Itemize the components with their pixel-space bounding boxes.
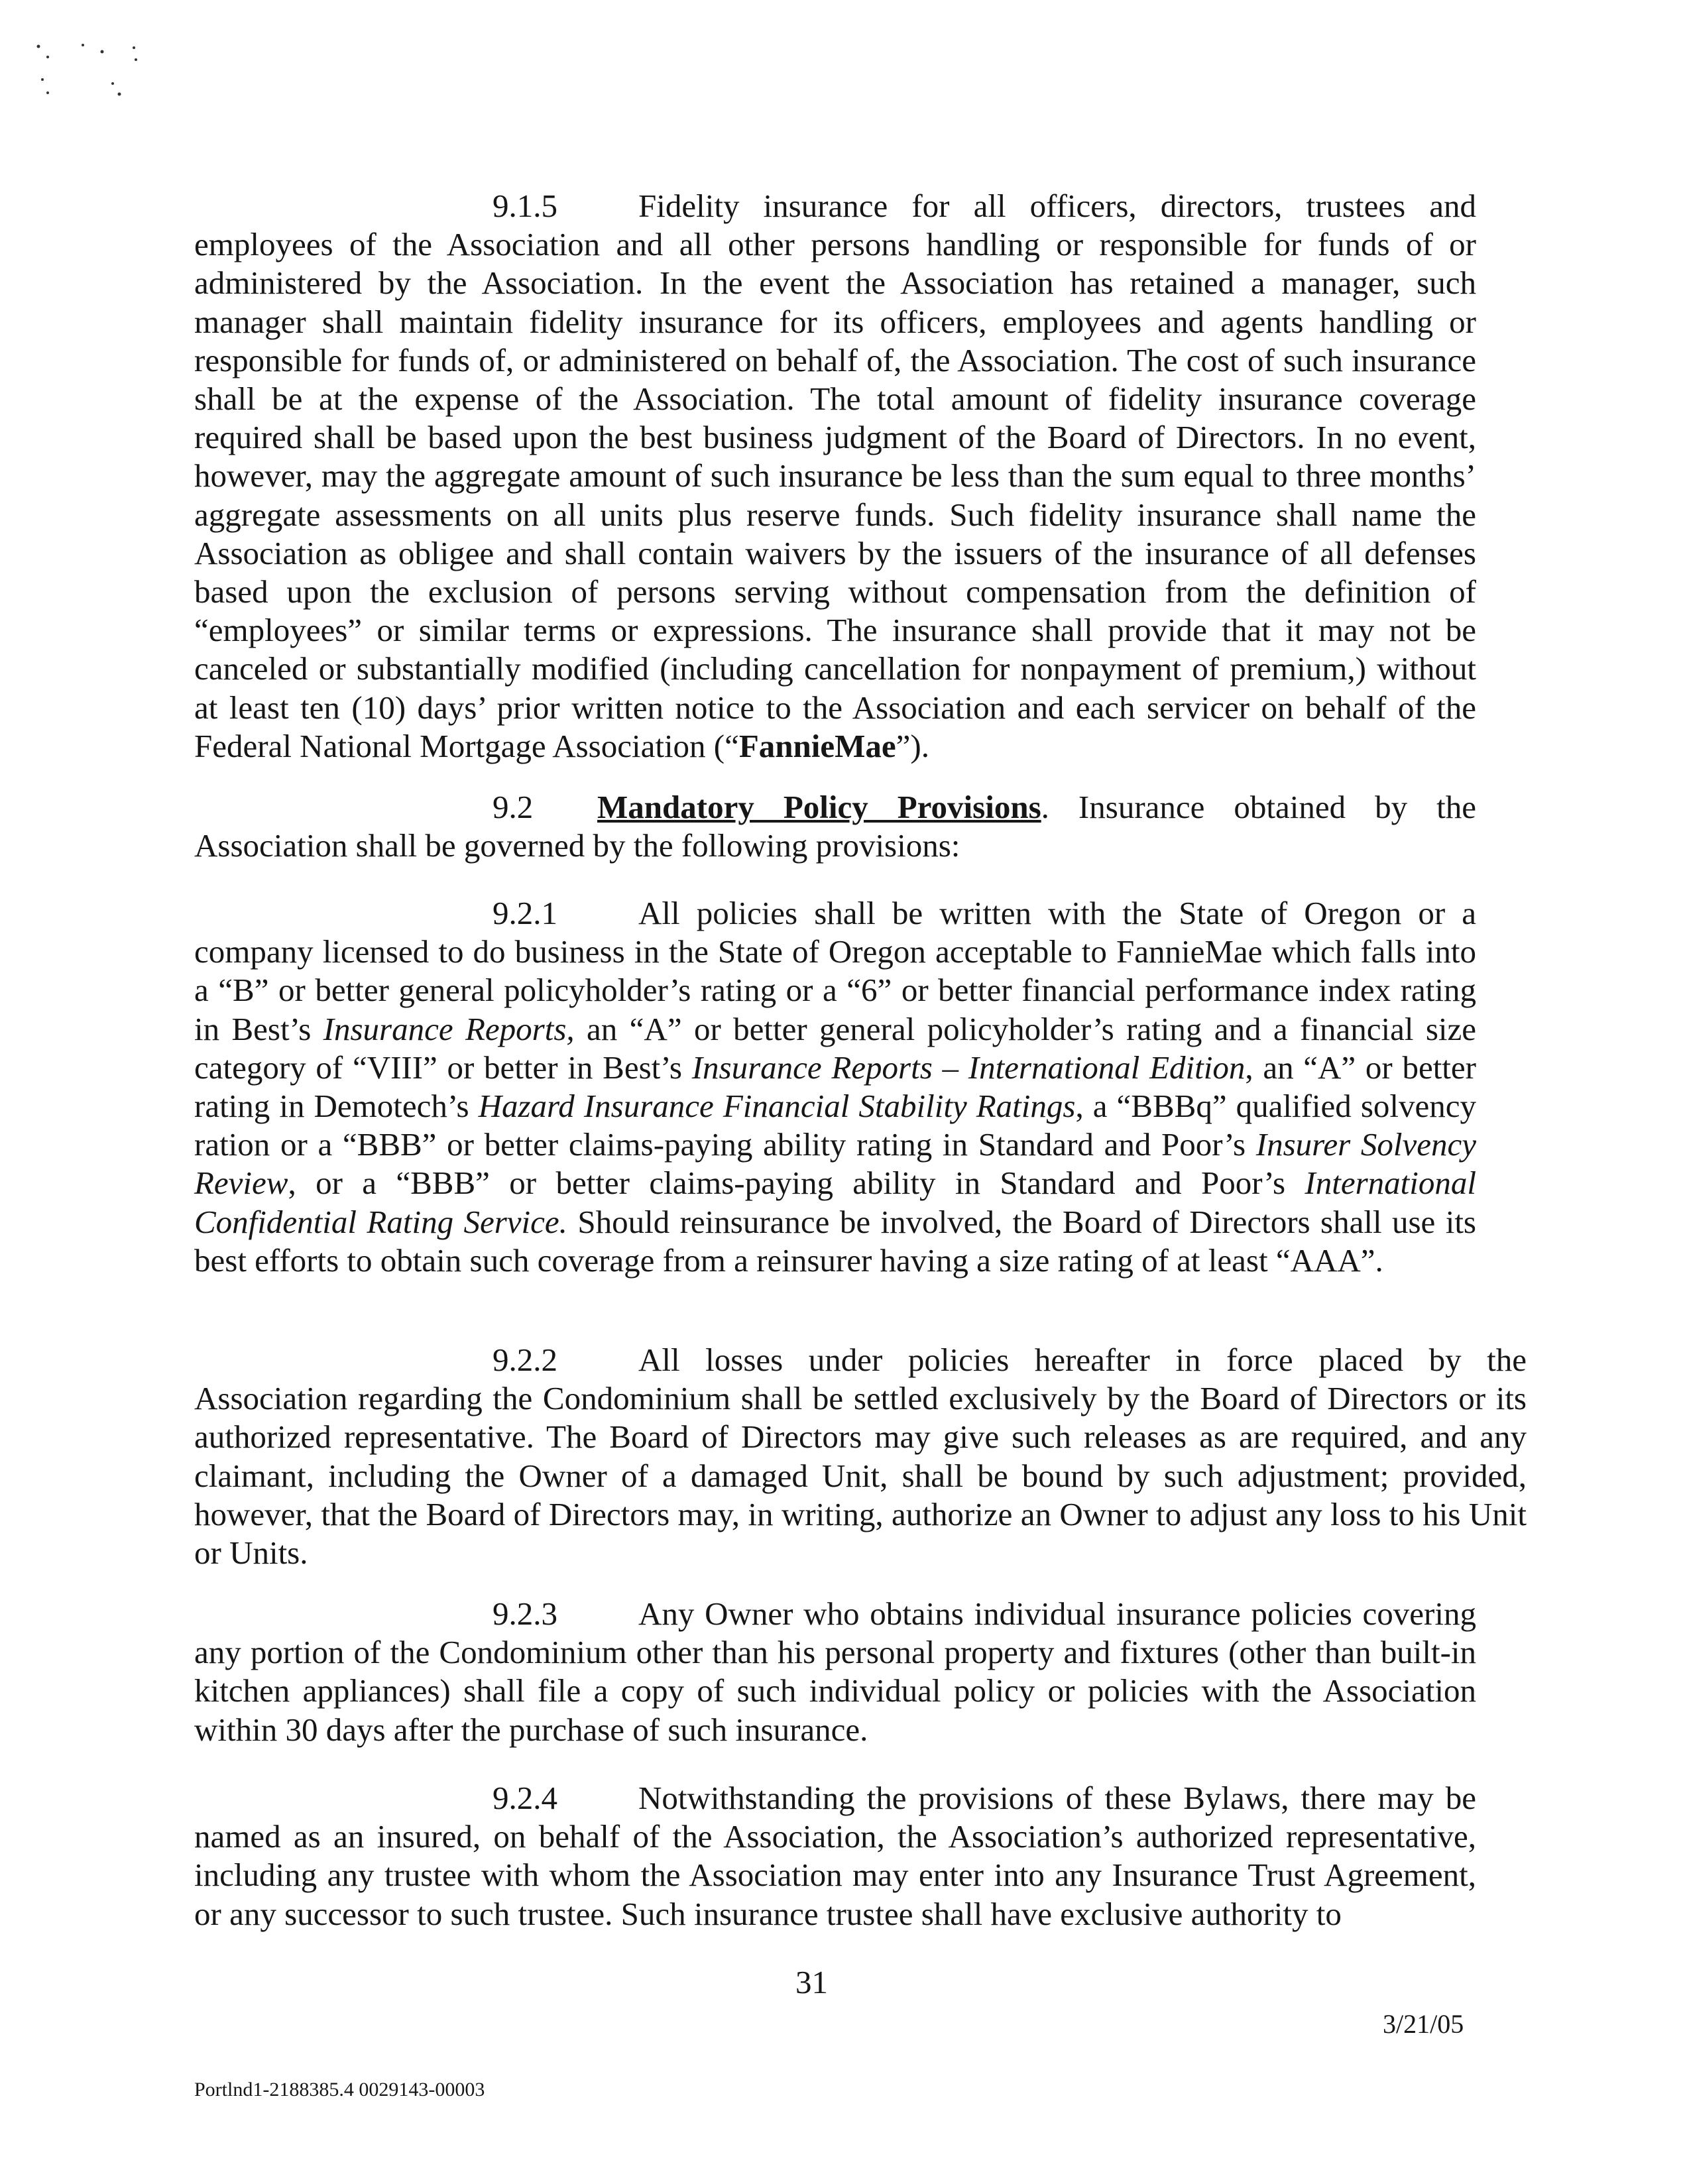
publication-title: Hazard Insurance Financial Stability Ratings xyxy=(478,1088,1076,1125)
page-number: 31 xyxy=(795,1964,828,2000)
section-number: 9.2.2 xyxy=(493,1342,557,1378)
publication-title: Insurer Solvency Review xyxy=(194,1126,1477,1202)
section-9-2-4-indent xyxy=(194,1780,493,1816)
section-number: 9.2.1 xyxy=(493,895,557,931)
section-9-2-3-indent xyxy=(194,1595,493,1632)
section-number: 9.2 xyxy=(493,789,534,825)
section-text: All losses under policies hereafter in force placed by the Association regarding the Condominium shall be settled exclusively by the Board of Directors or its authorized representative. The Board of Directors may give such releases as are required, and any claimant, including the Owner of a damaged Unit, shall be bound by such adjustment; provided, however, that the Board of Directors may, in writing, authorize an Owner to adjust any loss to his Unit or Units. xyxy=(194,1342,1527,1572)
publication-title: Insurance Reports, xyxy=(323,1010,575,1047)
section-heading: Mandatory Policy Provisions xyxy=(597,789,1041,825)
section-text: . Insurance obtained by the Association shall be governed by the following provisions: xyxy=(194,789,1476,864)
fanniemae-defined-term: FannieMae xyxy=(738,727,896,764)
section-text-part: , a “BBBq” qualified solvency ration or a “BBB” or better claims-paying ability rating in Standard and Poor’s xyxy=(194,1088,1477,1163)
document-reference: Portlnd1-2188385.4 0029143-00003 xyxy=(194,2079,485,2100)
section-number: 9.1.5 xyxy=(493,188,557,224)
section-9-2 xyxy=(194,788,1476,865)
section-9-2-2-indent xyxy=(194,1342,493,1378)
publication-title: Insurance Reports – International Edition xyxy=(691,1049,1246,1086)
section-text: Fidelity insurance for all officers, directors, trustees and employees of the Association and all other persons handling or responsible for funds of or administered by the Association. In the event the Association has retained a manager, such manager shall maintain fidelity insurance for its officers, employees and agents handling or responsible for funds of, or administered on behalf of, the Association. The cost of such insurance shall be at the expense of the Association. The total amount of fidelity insurance coverage required shall be based upon the best business judgment of the Board of Directors. In no event, however, may the aggregate amount of such insurance be less than the sum equal to three months’ aggregate assessments on all units plus reserve funds. Such fidelity insurance shall name the Association as obligee and shall contain waivers by the issuers of the insurance of all defenses based upon the exclusion of persons serving without compensation from the definition of “employees” or similar terms or expressions. The insurance shall provide that it may not be canceled or substantially modified (including cancellation for nonpayment of premium,) without at least ten (10) days’ prior written notice to the Association and each servicer on behalf of the Federal National Mortgage Association (“ xyxy=(194,188,1476,764)
publication-title: International Confidential Rating Service. xyxy=(194,1165,1476,1240)
section-text-part: All policies shall be written with the State of Oregon or a company licensed to do business in the State of Oregon acceptable to FannieMae which falls into a “B” or better general policyholder’s rating or a “6” or better financial performance index rating in Best’s xyxy=(194,895,1476,1047)
section-text: Any Owner who obtains individual insurance policies covering any portion of the Condominium other than his personal property and fixtures (other than built-in kitchen appliances) shall file a copy of such individual policy or policies with the Association within 30 days after the purchase of such insurance. xyxy=(194,1595,1476,1748)
scan-specks xyxy=(33,40,192,106)
section-9-2-indent xyxy=(194,789,493,825)
section-9-2-1-indent xyxy=(194,895,493,931)
section-text-part: Should reinsurance be involved, the Board of Directors shall use its best efforts to obtain such coverage from a reinsurer having a size rating of at least “AAA”. xyxy=(194,1203,1476,1279)
section-text-part: an “A” or better general policyholder’s rating and a financial size category of “VIII” or better in Best’s xyxy=(194,1010,1476,1086)
section-9-1-5 xyxy=(194,187,1476,766)
section-text-part: , or a “BBB” or better claims-paying ability in Standard and Poor’s xyxy=(288,1165,1305,1202)
section-text-part: , an “A” or better rating in Demotech’s xyxy=(194,1049,1476,1125)
section-9-2-4 xyxy=(194,1779,1476,1933)
section-9-1-5-indent xyxy=(194,188,493,224)
section-text-end: ”). xyxy=(896,727,929,764)
section-text: Notwithstanding the provisions of these Bylaws, there may be named as an insured, on behalf of the Association, the Association’s authorized representative, including any trustee with whom the Association may enter into any Insurance Trust Agreement, or any successor to such trustee. Such insurance trustee shall have exclusive authority to xyxy=(194,1780,1476,1932)
section-9-2-3 xyxy=(194,1595,1476,1749)
section-9-2-2 xyxy=(194,1341,1527,1572)
section-number: 9.2.4 xyxy=(493,1780,557,1816)
section-9-2-1 xyxy=(194,894,1476,1280)
revision-date: 3/21/05 xyxy=(1383,2009,1464,2039)
section-number: 9.2.3 xyxy=(493,1595,557,1632)
